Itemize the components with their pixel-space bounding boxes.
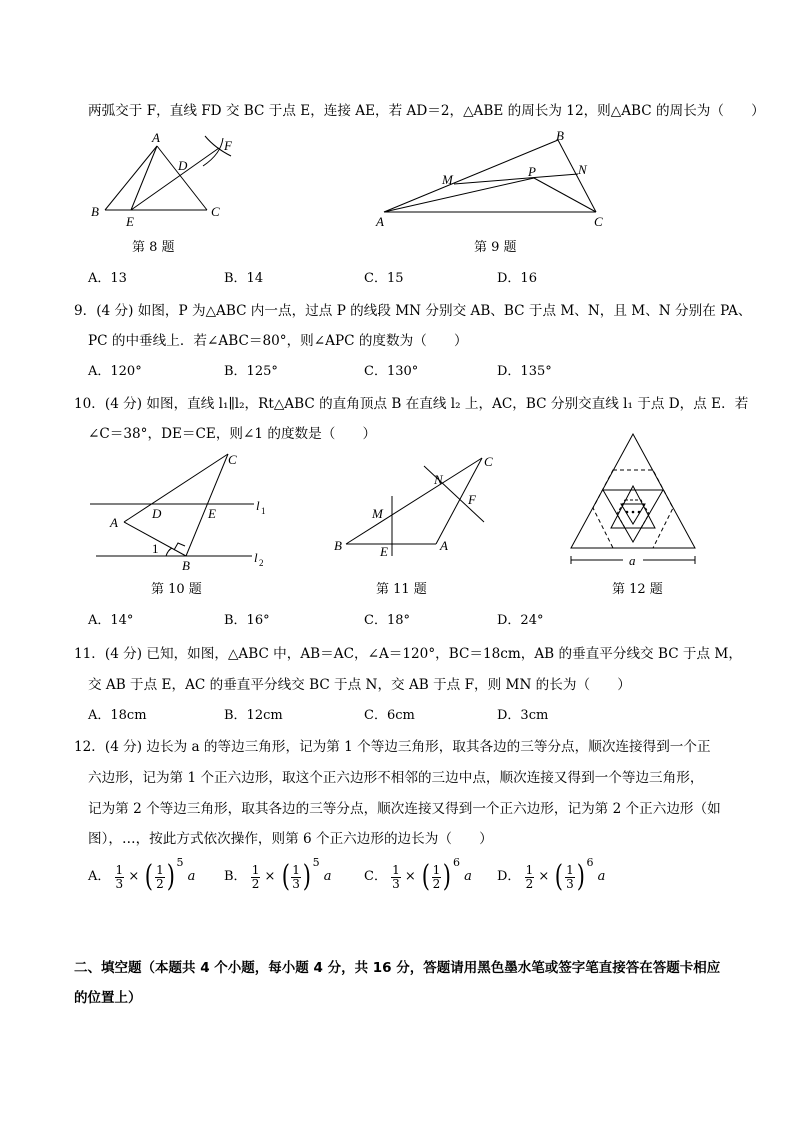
- paren-open: (: [281, 859, 290, 894]
- label-A: A: [376, 214, 384, 229]
- variable: a: [464, 869, 472, 884]
- q10-option-c[interactable]: C．18°: [364, 613, 410, 628]
- label-l1: l: [256, 498, 260, 513]
- q9-line2: PC 的中垂线上．若∠ABC＝80°，则∠APC 的度数为（ ）: [88, 333, 468, 349]
- q8-option-b[interactable]: B．14: [224, 271, 264, 286]
- q10-option-b[interactable]: B．16°: [224, 613, 270, 628]
- figure-12: [565, 428, 705, 570]
- times-sign: ×: [264, 869, 276, 884]
- label-A: A: [110, 515, 118, 530]
- fraction: $\frac{1}{3}$: [392, 862, 400, 891]
- option-label: C．: [364, 869, 387, 884]
- fraction: $\frac{1}{3}$: [292, 862, 300, 891]
- q11-option-c[interactable]: C．6cm: [364, 708, 415, 723]
- caption-fig12: 第 12 题: [612, 582, 663, 597]
- q12-line4: 图），…，按此方式依次操作，则第 6 个正六边形的边长为（ ）: [88, 831, 493, 847]
- q8-option-d[interactable]: D．16: [497, 271, 537, 286]
- exponent: 6: [586, 856, 594, 869]
- times-sign: ×: [128, 869, 140, 884]
- label-M: M: [442, 172, 453, 187]
- option-label: D．: [497, 869, 521, 884]
- label-C: C: [228, 452, 237, 467]
- label-l2: l: [254, 550, 258, 565]
- fraction: $\frac{1}{3}$: [566, 862, 574, 891]
- option-label: B．: [224, 869, 247, 884]
- q11-line1: 11．(4 分) 已知，如图，△ABC 中，AB＝AC，∠A＝120°，BC＝18cm，AB 的垂直平分线交 BC 于点 M，: [74, 646, 742, 662]
- label-C: C: [211, 204, 220, 219]
- paren-close: ): [443, 859, 452, 894]
- label-P: P: [528, 164, 536, 179]
- times-sign: ×: [538, 869, 550, 884]
- label-N: N: [578, 162, 587, 177]
- label-D: D: [178, 158, 188, 173]
- figure-10: [88, 450, 278, 575]
- q12-line1: 12．(4 分) 边长为 a 的等边三角形，记为第 1 个等边三角形，取其各边的三等分点，顺次连接得到一个正: [74, 739, 711, 755]
- q12-line3: 记为第 2 个等边三角形，取其各边的三等分点，顺次连接又得到一个正六边形，记为第 2 个正六边形（如: [88, 801, 721, 817]
- paren-close: ): [166, 859, 175, 894]
- paren-close: ): [576, 859, 585, 894]
- paren-open: (: [555, 859, 564, 894]
- variable: a: [597, 869, 606, 884]
- q9-line1: 9．(4 分) 如图，P 为△ABC 内一点，过点 P 的线段 MN 分别交 AB、BC 于点 M、N，且 M、N 分别在 PA、: [74, 303, 752, 319]
- q8-option-c[interactable]: C．15: [364, 271, 404, 286]
- label-A: A: [152, 130, 160, 145]
- label-a: a: [629, 553, 636, 568]
- label-C: C: [594, 214, 603, 229]
- paren-close: ): [302, 859, 311, 894]
- q11-option-d[interactable]: D．3cm: [497, 708, 549, 723]
- q11-option-b[interactable]: B．12cm: [224, 708, 283, 723]
- q12-option-c[interactable]: [364, 856, 472, 906]
- q8-text: 两弧交于 F，直线 FD 交 BC 于点 E，连接 AE，若 AD＝2，△ABE 的周长为 12，则△ABC 的周长为（ ）: [88, 103, 765, 119]
- fraction: $\frac{1}{2}$: [156, 862, 164, 891]
- label-l1-sub: 1: [261, 506, 266, 516]
- label-M: M: [372, 506, 383, 521]
- q11-option-a[interactable]: A．18cm: [88, 708, 147, 723]
- label-F: F: [224, 138, 232, 153]
- label-B: B: [556, 128, 564, 143]
- label-F: F: [468, 492, 476, 507]
- q12-option-d[interactable]: [497, 856, 606, 906]
- fraction: $\frac{1}{2}$: [251, 862, 260, 891]
- label-D: D: [152, 506, 162, 521]
- label-N: N: [434, 472, 443, 487]
- option-label: A．: [88, 869, 111, 884]
- label-E: E: [380, 544, 388, 559]
- label-B: B: [334, 538, 342, 553]
- label-E: E: [126, 214, 134, 229]
- fraction: $\frac{1}{2}$: [525, 862, 534, 891]
- fraction: $\frac{1}{2}$: [432, 862, 441, 891]
- figure-9: [370, 128, 620, 233]
- caption-fig11: 第 11 题: [376, 582, 427, 597]
- q10-line2: ∠C＝38°，DE＝CE，则∠1 的度数是（ ）: [88, 426, 377, 442]
- q10-line1: 10．(4 分) 如图，直线 l₁∥l₂，Rt△ABC 的直角顶点 B 在直线 l₂ 上，AC，BC 分别交直线 l₁ 于点 D，点 E．若: [74, 396, 749, 412]
- fraction: $\frac{1}{3}$: [115, 862, 124, 891]
- variable: a: [187, 869, 196, 884]
- caption-fig10: 第 10 题: [151, 582, 202, 597]
- times-sign: ×: [404, 869, 416, 884]
- paren-open: (: [421, 859, 430, 894]
- label-B: B: [182, 558, 190, 573]
- label-C: C: [484, 454, 493, 469]
- caption-fig8: 第 8 题: [132, 240, 175, 255]
- label-E: E: [208, 506, 216, 521]
- q9-option-d[interactable]: D．135°: [497, 364, 552, 379]
- label-l2-sub: 2: [259, 558, 264, 568]
- figure-8: [85, 130, 245, 230]
- figure-11: [332, 452, 512, 562]
- variable: a: [323, 869, 332, 884]
- q12-option-b[interactable]: [224, 856, 332, 906]
- caption-fig9: 第 9 题: [474, 240, 517, 255]
- label-B: B: [91, 204, 99, 219]
- exponent: 6: [453, 856, 460, 869]
- section2-heading-line2: 的位置上）: [74, 990, 142, 1006]
- q11-line2: 交 AB 于点 E，AC 的垂直平分线交 BC 于点 N，交 AB 于点 F，则 MN 的长为（ ）: [88, 677, 631, 693]
- label-A: A: [440, 538, 448, 553]
- section2-heading-line1: 二、填空题（本题共 4 个小题，每小题 4 分，共 16 分，答题请用黑色墨水笔或签字笔直接答在答题卡相应: [74, 960, 721, 976]
- exponent: 5: [176, 856, 184, 869]
- exponent: 5: [312, 856, 320, 869]
- q9-option-b[interactable]: B．125°: [224, 364, 278, 379]
- label-angle1: 1: [152, 541, 159, 556]
- q9-option-c[interactable]: C．130°: [364, 364, 419, 379]
- q12-option-a[interactable]: [88, 856, 196, 906]
- paren-open: (: [145, 859, 154, 894]
- q12-line2: 六边形，记为第 1 个正六边形，取这个正六边形不相邻的三边中点，顺次连接又得到一个等边三角形，: [88, 770, 704, 786]
- q9-option-a[interactable]: A．120°: [88, 364, 142, 379]
- q10-option-a[interactable]: A．14°: [88, 613, 134, 628]
- q10-option-d[interactable]: D．24°: [497, 613, 544, 628]
- q8-option-a[interactable]: A．13: [88, 271, 127, 286]
